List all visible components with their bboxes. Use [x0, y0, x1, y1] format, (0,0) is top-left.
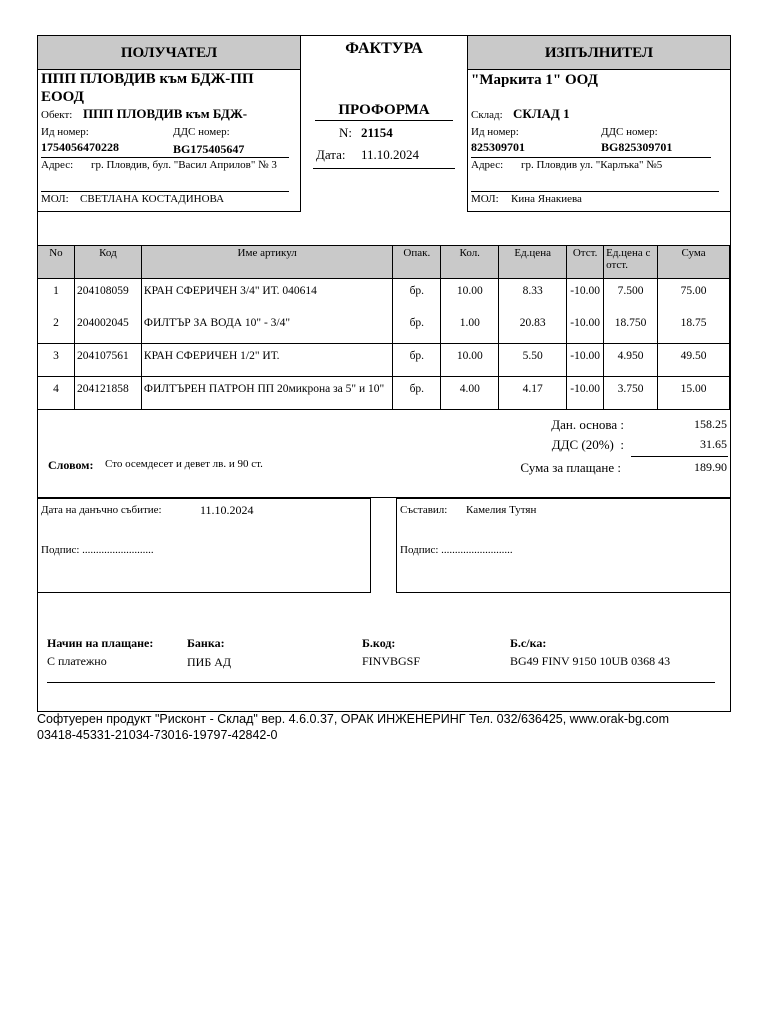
row-price: 20.83 [499, 311, 567, 344]
recipient-header: ПОЛУЧАТЕЛ [38, 36, 300, 70]
table-row [38, 377, 730, 410]
composer-box [396, 498, 731, 593]
tax-event-date-value: 11.10.2024 [200, 503, 254, 517]
row-no: 3 [38, 344, 75, 377]
row-unit: бр. [393, 279, 441, 312]
recipient-address-value: гр. Пловдив, бул. "Васил Априлов" № 3 [91, 159, 277, 171]
supplier-address-value: гр. Пловдив ул. "Карлъка" №5 [521, 159, 663, 171]
bank-label: Банка: [187, 636, 225, 650]
supplier-block [467, 35, 731, 212]
invoice-subtitle: ПРОФОРМА [338, 102, 430, 118]
recipient-name: ППП ПЛОВДИВ към БДЖ-ПП ЕООД [41, 71, 254, 105]
payment-method-value: С платежно [47, 654, 107, 668]
column-header-name: Име артикул [141, 246, 392, 279]
table-header-row [38, 246, 730, 279]
row-discount: -10.00 [567, 344, 604, 377]
vat-label: ДДС (20%) : [551, 437, 624, 452]
iban-value: BG49 FINV 9150 10UB 0368 43 [510, 654, 671, 668]
bic-value: FINVBGSF [362, 654, 421, 668]
row-name: КРАН СФЕРИЧЕН 1/2" ИТ. [141, 344, 392, 377]
row-discounted-price: 4.950 [604, 344, 658, 377]
row-name: ФИЛТЪРЕН ПАТРОН ПП 20микрона за 5" и 10" [141, 377, 392, 410]
invoice-date-label: Дата: [316, 147, 346, 162]
column-header-price: Ед.цена [499, 246, 567, 279]
total-label: Сума за плащане : [520, 460, 621, 475]
supplier-name: "Маркита 1" ООД [471, 72, 598, 88]
row-no: 4 [38, 377, 75, 410]
row-qty: 1.00 [441, 311, 499, 344]
recipient-vat-label: ДДС номер: [173, 126, 230, 138]
recipient-mol-label: МОЛ: [41, 193, 69, 205]
row-discount: -10.00 [567, 279, 604, 312]
column-header-discount: Отст. [567, 246, 604, 279]
iban-label: Б.с/ка: [510, 636, 547, 650]
supplier-header: ИЗПЪЛНИТЕЛ [468, 36, 730, 70]
row-code: 204107561 [74, 344, 141, 377]
composer-value: Камелия Тутян [466, 504, 537, 516]
row-sum: 15.00 [658, 377, 730, 410]
row-price: 5.50 [499, 344, 567, 377]
table-row [38, 344, 730, 377]
row-discounted-price: 18.750 [604, 311, 658, 344]
footer-line-1: Софтуерен продукт "Рисконт - Склад" вер. 4.6.0.37, ОРАК ИНЖЕНЕРИНГ Тел. 032/636425, www.orak-bg.com [37, 712, 670, 726]
row-sum: 18.75 [658, 311, 730, 344]
invoice-date-value: 11.10.2024 [361, 147, 420, 162]
row-discount: -10.00 [567, 377, 604, 410]
vat-value: 31.65 [700, 437, 727, 451]
recipient-address-label: Адрес: [41, 159, 74, 171]
row-price: 8.33 [499, 279, 567, 312]
row-code: 204108059 [74, 279, 141, 312]
column-header-unit: Опак. [393, 246, 441, 279]
row-sum: 49.50 [658, 344, 730, 377]
supplier-address-label: Адрес: [471, 159, 504, 171]
bank-value: ПИБ АД [187, 655, 232, 669]
row-code: 204002045 [74, 311, 141, 344]
tax-base-value: 158.25 [694, 417, 727, 431]
column-header-sum: Сума [658, 246, 730, 279]
signature-line-right: Подпис: .......................... [400, 544, 513, 556]
supplier-warehouse-value: СКЛАД 1 [513, 106, 570, 121]
row-qty: 10.00 [441, 344, 499, 377]
composer-label: Съставил: [400, 504, 448, 516]
supplier-mol-label: МОЛ: [471, 193, 499, 205]
column-header-qty: Кол. [441, 246, 499, 279]
recipient-mol-value: СВЕТЛАНА КОСТАДИНОВА [80, 193, 225, 205]
row-sum: 75.00 [658, 279, 730, 312]
row-discounted-price: 7.500 [604, 279, 658, 312]
supplier-vat-value: BG825309701 [601, 140, 673, 154]
row-name: ФИЛТЪР ЗА ВОДА 10" - 3/4" [141, 311, 392, 344]
column-header-code: Код [74, 246, 141, 279]
row-unit: бр. [393, 311, 441, 344]
row-discounted-price: 3.750 [604, 377, 658, 410]
supplier-vat-label: ДДС номер: [601, 126, 658, 138]
invoice-title: ФАКТУРА [345, 40, 423, 57]
tax-event-box [37, 498, 371, 593]
row-no: 2 [38, 311, 75, 344]
row-qty: 10.00 [441, 279, 499, 312]
software-footer [37, 711, 669, 743]
supplier-warehouse-label: Склад: [471, 109, 503, 121]
table-row [38, 279, 730, 312]
in-words-value: Сто осемдесет и девет лв. и 90 ст. [105, 458, 263, 470]
recipient-id-value: 1754056470228 [41, 140, 119, 154]
supplier-id-value: 825309701 [471, 140, 525, 154]
supplier-mol-value: Кина Янакиева [511, 193, 582, 205]
row-code: 204121858 [74, 377, 141, 410]
total-value: 189.90 [694, 460, 727, 474]
footer-line-2: 03418-45331-21034-73016-19797-42842-0 [37, 728, 278, 742]
signature-line-left: Подпис: .......................... [41, 544, 154, 556]
supplier-id-label: Ид номер: [471, 126, 519, 138]
row-price: 4.17 [499, 377, 567, 410]
bic-label: Б.код: [362, 636, 396, 650]
column-header-discounted-price: Ед.цена с отст. [604, 246, 658, 279]
invoice-number-label: N: [339, 125, 352, 140]
items-table [37, 245, 730, 410]
row-no: 1 [38, 279, 75, 312]
payment-method-label: Начин на плащане: [47, 636, 154, 650]
recipient-id-label: Ид номер: [41, 126, 89, 138]
tax-event-date-label: Дата на данъчно събитие: [41, 504, 162, 516]
row-unit: бр. [393, 344, 441, 377]
row-unit: бр. [393, 377, 441, 410]
invoice-number-value: 21154 [361, 125, 393, 140]
recipient-vat-value: BG175405647 [173, 142, 245, 156]
recipient-object-label: Обект: [41, 109, 73, 121]
in-words-label: Словом: [48, 458, 94, 472]
table-row [38, 311, 730, 344]
recipient-object-value: ППП ПЛОВДИВ към БДЖ- [83, 106, 248, 121]
row-qty: 4.00 [441, 377, 499, 410]
recipient-block [37, 35, 301, 212]
column-header-no: No [38, 246, 75, 279]
row-name: КРАН СФЕРИЧЕН 3/4" ИТ. 040614 [141, 279, 392, 312]
tax-base-label: Дан. основа : [551, 417, 624, 432]
row-discount: -10.00 [567, 311, 604, 344]
